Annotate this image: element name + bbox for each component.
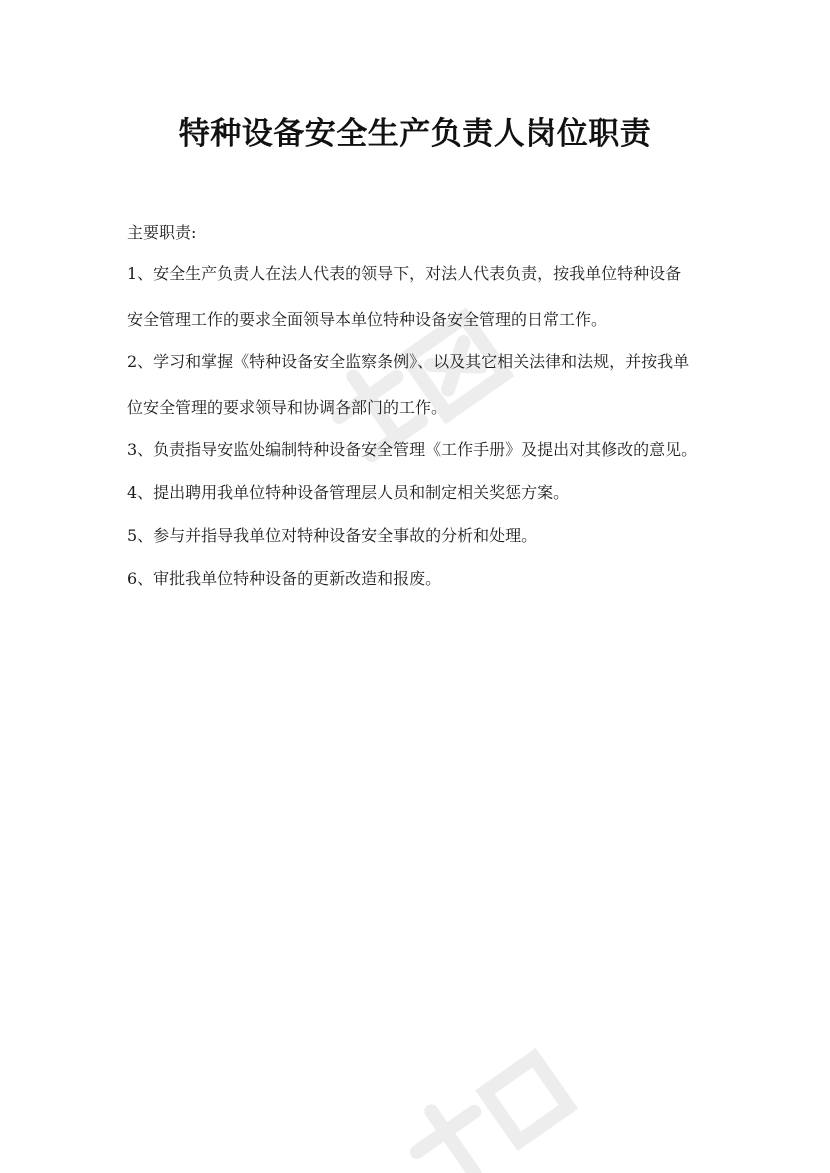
body-line: 1、安全生产负责人在法人代表的领导下，对法人代表负责，按我单位特种设备 — [127, 264, 682, 283]
body-line: 6、审批我单位特种设备的更新改造和报废。 — [127, 569, 442, 588]
body-line: 5、参与并指导我单位对特种设备安全事故的分析和处理。 — [127, 526, 538, 545]
watermark-mark-bottom — [380, 1030, 580, 1173]
body-line: 位安全管理的要求领导和协调各部门的工作。 — [127, 398, 448, 417]
document-title: 特种设备安全生产负责人岗位职责 — [178, 116, 652, 152]
body-line: 2、学习和掌握《特种设备安全监察条例》、以及其它相关法律和法规，并按我单 — [127, 352, 690, 371]
body-line: 4、提出聘用我单位特种设备管理层人员和制定相关奖惩方案。 — [127, 483, 570, 502]
section-heading: 主要职责: — [127, 223, 197, 242]
body-line: 3、负责指导安监处编制特种设备安全管理《工作手册》及提出对其修改的意见。 — [127, 440, 698, 459]
body-line: 安全管理工作的要求全面领导本单位特种设备安全管理的日常工作。 — [127, 310, 608, 329]
